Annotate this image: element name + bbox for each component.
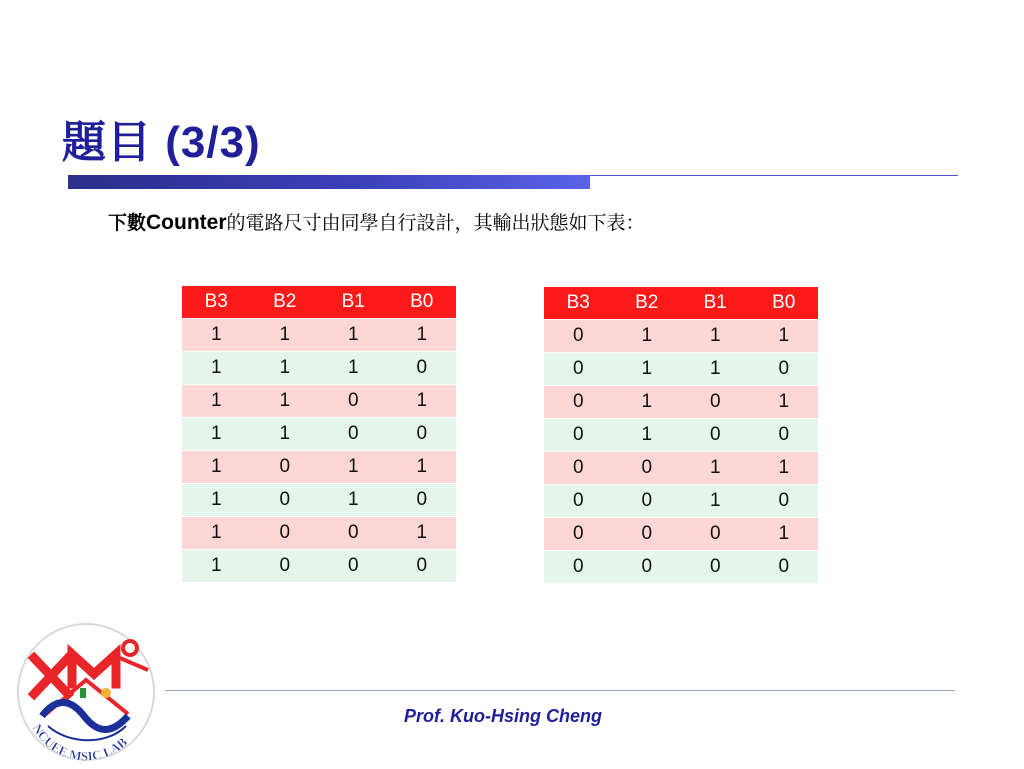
table-header-row [544, 287, 818, 320]
table-row [182, 385, 456, 418]
footer-divider [165, 690, 955, 691]
logo-text: NCUEE MSIC LAB [29, 721, 130, 764]
table-cell: 0 [251, 484, 320, 517]
table-cell: 1 [750, 320, 819, 353]
table-cell: 0 [544, 518, 613, 551]
table-cell: 0 [251, 517, 320, 550]
column-header: B0 [750, 287, 819, 320]
table-row [544, 419, 818, 452]
truth-table-left [182, 286, 456, 582]
table-cell: 0 [544, 419, 613, 452]
column-header: B3 [544, 287, 613, 320]
table-cell: 1 [681, 485, 750, 518]
table-cell: 0 [750, 485, 819, 518]
table-cell: 1 [319, 352, 388, 385]
truth-table-right [544, 287, 818, 583]
table-cell: 0 [613, 518, 682, 551]
table-cell: 1 [182, 517, 251, 550]
table-cell: 0 [388, 484, 457, 517]
table-cell: 1 [251, 385, 320, 418]
table-cell: 1 [182, 484, 251, 517]
table-cell: 1 [613, 419, 682, 452]
table-cell: 0 [613, 485, 682, 518]
table-row [544, 386, 818, 419]
table-row [544, 353, 818, 386]
table-cell: 0 [319, 385, 388, 418]
table-row [182, 550, 456, 583]
column-header: B3 [182, 286, 251, 319]
table-cell: 1 [750, 518, 819, 551]
table-cell: 1 [681, 353, 750, 386]
table-cell: 1 [388, 319, 457, 352]
table-cell: 0 [388, 418, 457, 451]
table-cell: 0 [681, 419, 750, 452]
table-cell: 0 [319, 418, 388, 451]
table-cell: 0 [750, 419, 819, 452]
title-underline [68, 175, 958, 189]
table-cell: 1 [182, 418, 251, 451]
table-cell: 0 [319, 550, 388, 583]
table-row [544, 452, 818, 485]
description-suffix: 的電路尺寸由同學自行設計，其輸出狀態如下表： [226, 212, 645, 234]
lab-logo [8, 618, 166, 764]
table-cell: 1 [388, 517, 457, 550]
description-prefix: 下數 [108, 212, 147, 234]
table-cell: 1 [750, 386, 819, 419]
footer-author: Prof. Kuo-Hsing Cheng [404, 706, 602, 726]
title-underline-thick [68, 175, 590, 189]
table-cell: 1 [251, 418, 320, 451]
page-title: 題目 (3/3) [62, 118, 261, 167]
table-cell: 1 [750, 452, 819, 485]
table-cell: 0 [750, 353, 819, 386]
description-counter-word: Counter [146, 211, 227, 234]
description-text [108, 208, 645, 235]
table-row [182, 352, 456, 385]
table-cell: 0 [388, 550, 457, 583]
table-cell: 0 [750, 551, 819, 584]
table-cell: 1 [613, 353, 682, 386]
table-cell: 1 [319, 319, 388, 352]
table-cell: 1 [182, 385, 251, 418]
table-row [544, 320, 818, 353]
table-cell: 1 [681, 320, 750, 353]
table-cell: 1 [182, 451, 251, 484]
table-cell: 0 [388, 352, 457, 385]
table-cell: 0 [613, 452, 682, 485]
table-cell: 0 [319, 517, 388, 550]
title-underline-thin [590, 175, 958, 176]
table-cell: 0 [613, 551, 682, 584]
table-cell: 0 [681, 551, 750, 584]
table-cell: 1 [388, 451, 457, 484]
column-header: B2 [251, 286, 320, 319]
table-cell: 0 [681, 386, 750, 419]
table-cell: 1 [613, 320, 682, 353]
table-cell: 1 [388, 385, 457, 418]
table-row [182, 418, 456, 451]
table-cell: 0 [544, 485, 613, 518]
table-row [182, 484, 456, 517]
table-cell: 1 [613, 386, 682, 419]
table-cell: 1 [251, 319, 320, 352]
table-cell: 1 [251, 352, 320, 385]
table-cell: 0 [544, 353, 613, 386]
table-row [544, 518, 818, 551]
table-row [182, 517, 456, 550]
table-cell: 0 [544, 551, 613, 584]
table-cell: 0 [251, 550, 320, 583]
lab-logo-icon [8, 618, 166, 764]
table-cell: 1 [319, 451, 388, 484]
column-header: B2 [613, 287, 682, 320]
table-cell: 1 [319, 484, 388, 517]
column-header: B0 [388, 286, 457, 319]
table-row [182, 451, 456, 484]
table-cell: 1 [182, 550, 251, 583]
table-cell: 0 [544, 452, 613, 485]
table-header-row [182, 286, 456, 319]
table-row [544, 485, 818, 518]
table-cell: 1 [182, 352, 251, 385]
table-cell: 0 [251, 451, 320, 484]
table-row [544, 551, 818, 584]
table-cell: 0 [544, 320, 613, 353]
column-header: B1 [319, 286, 388, 319]
table-row [182, 319, 456, 352]
table-cell: 0 [544, 386, 613, 419]
column-header: B1 [681, 287, 750, 320]
table-cell: 1 [681, 452, 750, 485]
table-cell: 0 [681, 518, 750, 551]
table-cell: 1 [182, 319, 251, 352]
